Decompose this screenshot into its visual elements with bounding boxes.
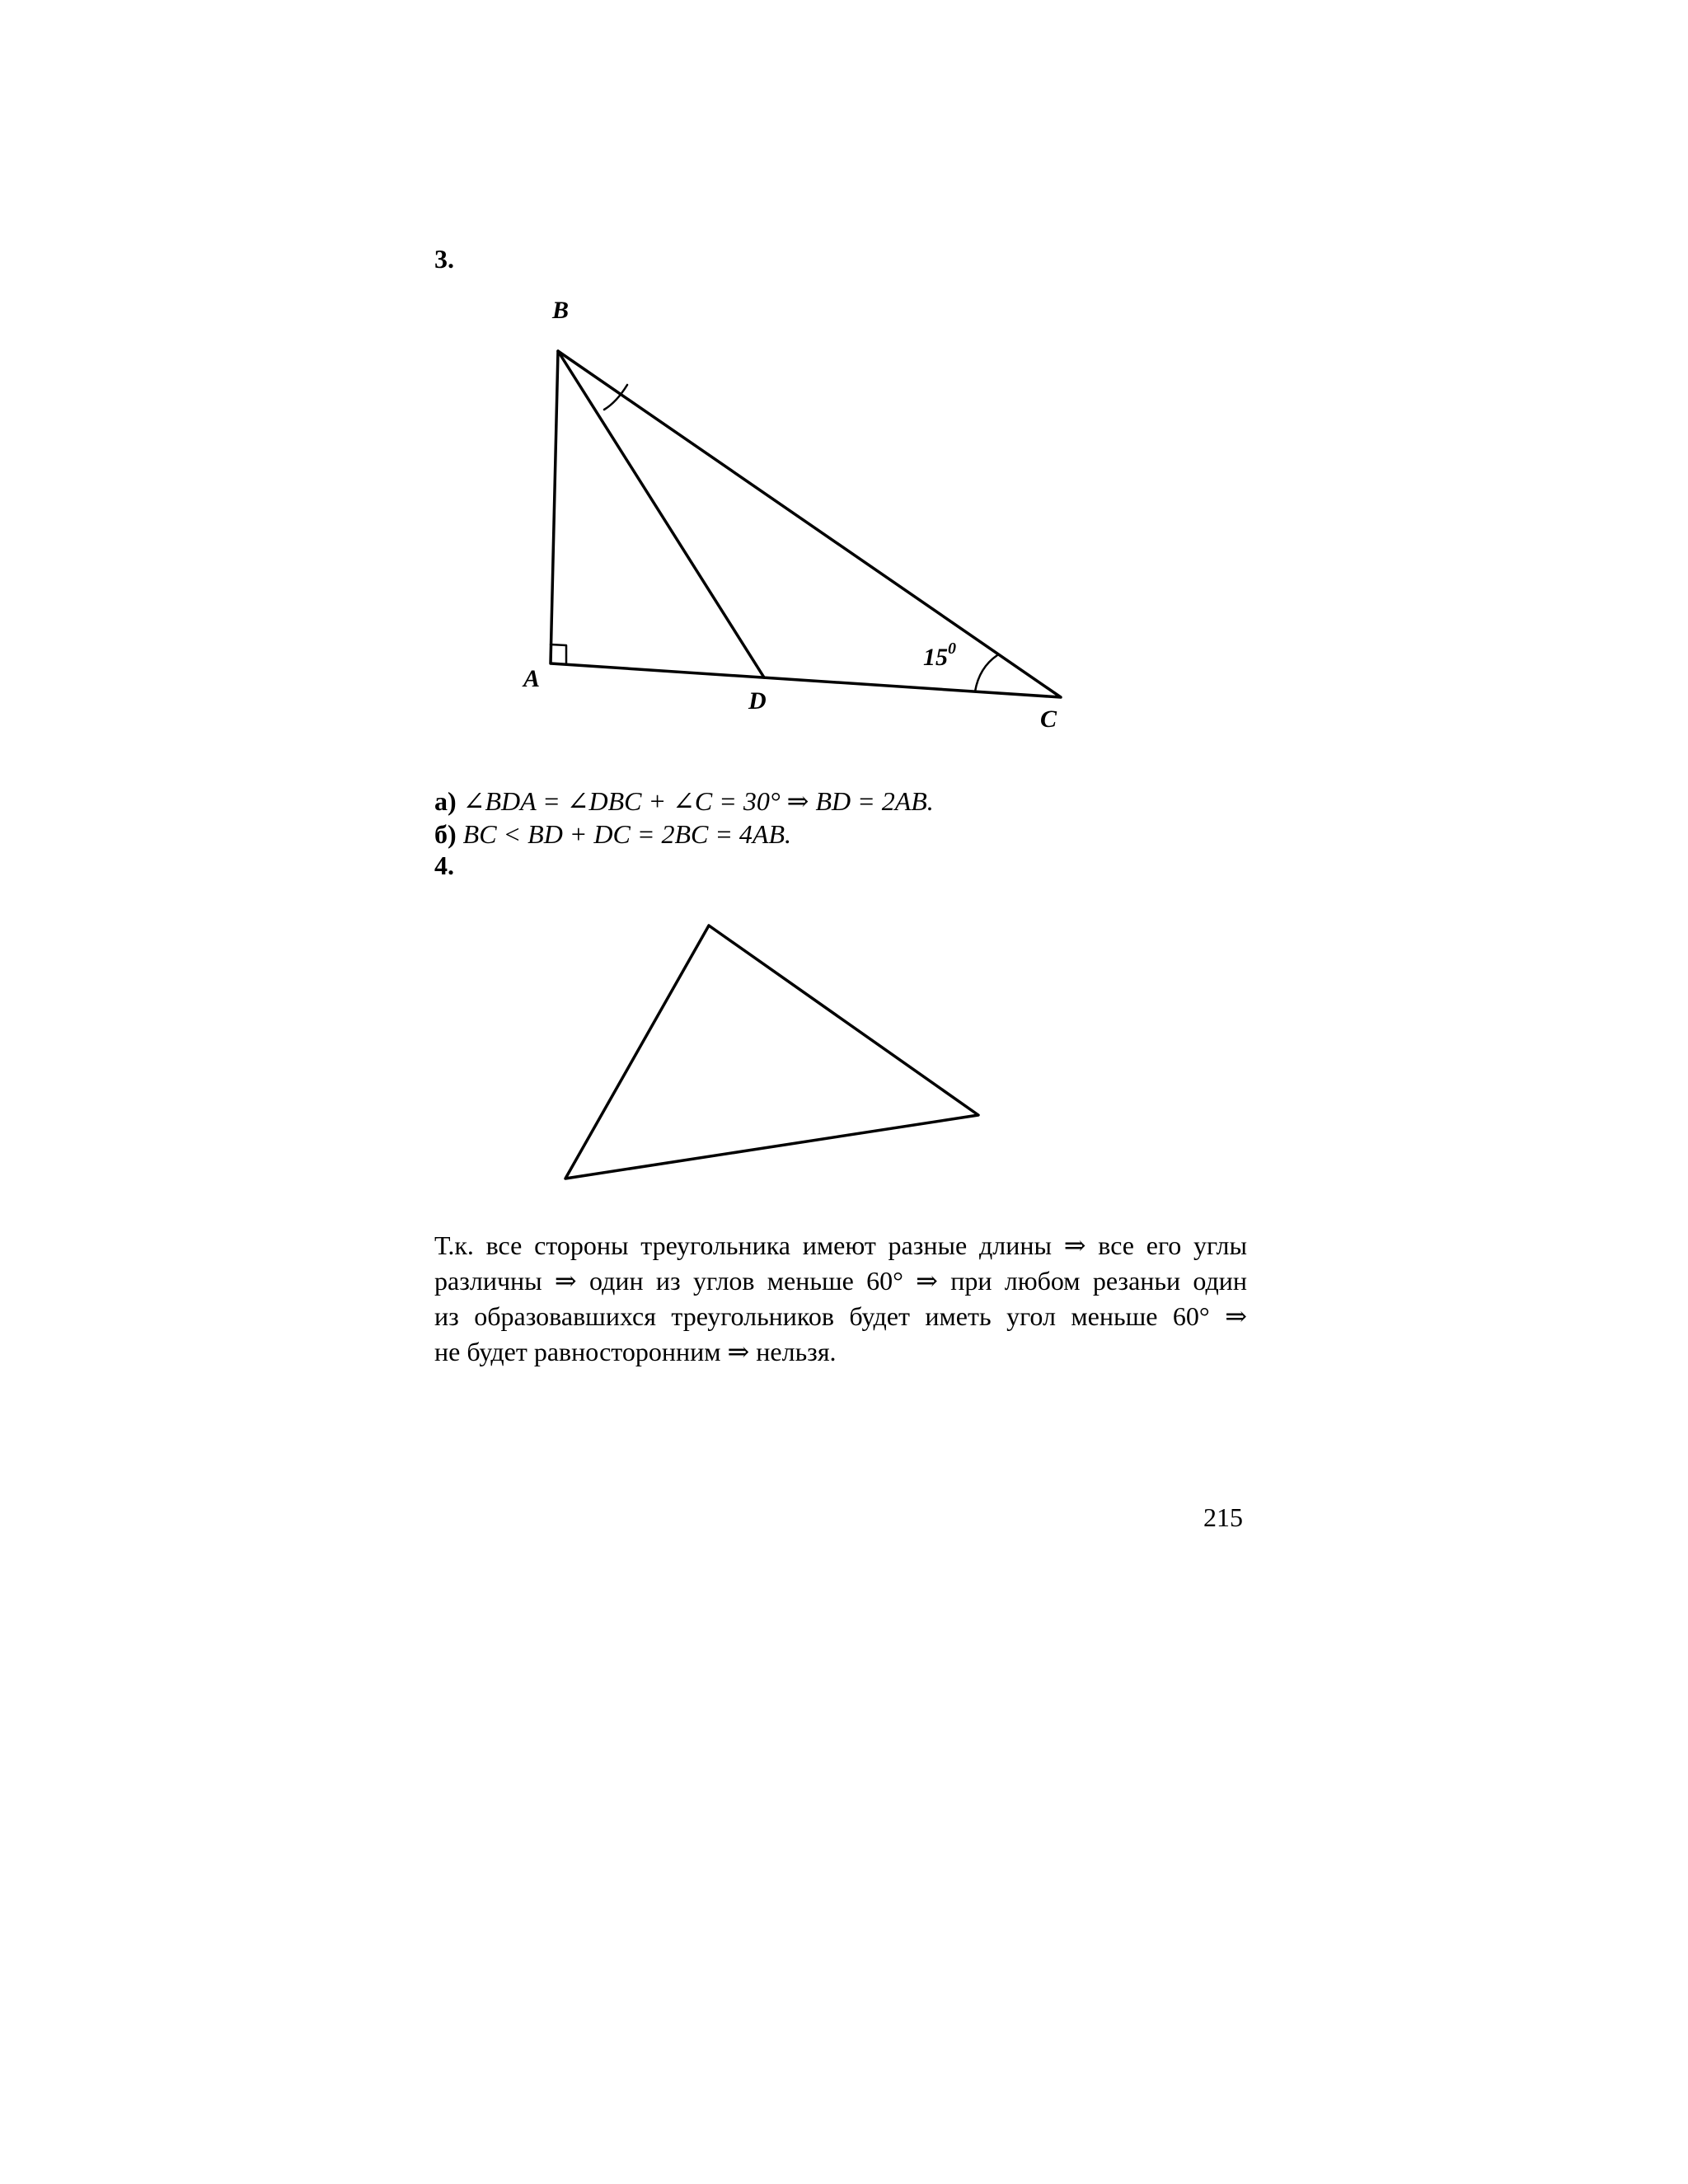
line-b-formula: BC < BD + DC = 2BC = 4AB. xyxy=(462,819,792,849)
vertex-b-label: B xyxy=(552,297,570,324)
vertex-d-label: D xyxy=(748,687,767,715)
page-number: 215 xyxy=(1203,1502,1243,1532)
explanation-row: из образовавшихся треугольников будет иметь угол меньше 60° ⇒ xyxy=(434,1301,1247,1331)
line-a-prefix: а) xyxy=(434,786,457,816)
scalene-triangle-figure xyxy=(528,907,1022,1203)
triangle-abc-figure xyxy=(495,280,1121,758)
angle-c-label: $15^0$ xyxy=(923,640,956,671)
scalene-triangle xyxy=(565,926,978,1179)
solution-line-b xyxy=(434,818,791,851)
problem-3-number: 3. xyxy=(434,244,454,274)
vertex-c-label: C xyxy=(1040,705,1057,733)
problem-4-number: 4. xyxy=(434,851,454,880)
explanation-row: Т.к. все стороны треугольника имеют разные длины ⇒ все его углы xyxy=(434,1230,1247,1260)
triangle-abc xyxy=(551,351,1061,697)
problem-4-explanation xyxy=(434,1228,1247,1370)
solution-line-a xyxy=(434,785,934,818)
segment-bd xyxy=(558,351,764,677)
explanation-row: различны ⇒ один из углов меньше 60° ⇒ при любом резаньи один xyxy=(434,1266,1247,1296)
line-b-prefix: б) xyxy=(434,819,457,849)
angle-c-arc xyxy=(975,655,997,691)
explanation-row: не будет равносторонним ⇒ нельзя. xyxy=(434,1337,837,1366)
line-a-formula: ∠BDA = ∠DBC + ∠C = 30° ⇒ BD = 2AB. xyxy=(462,786,934,816)
vertex-a-label: A xyxy=(523,665,541,692)
right-angle-mark xyxy=(551,644,566,664)
